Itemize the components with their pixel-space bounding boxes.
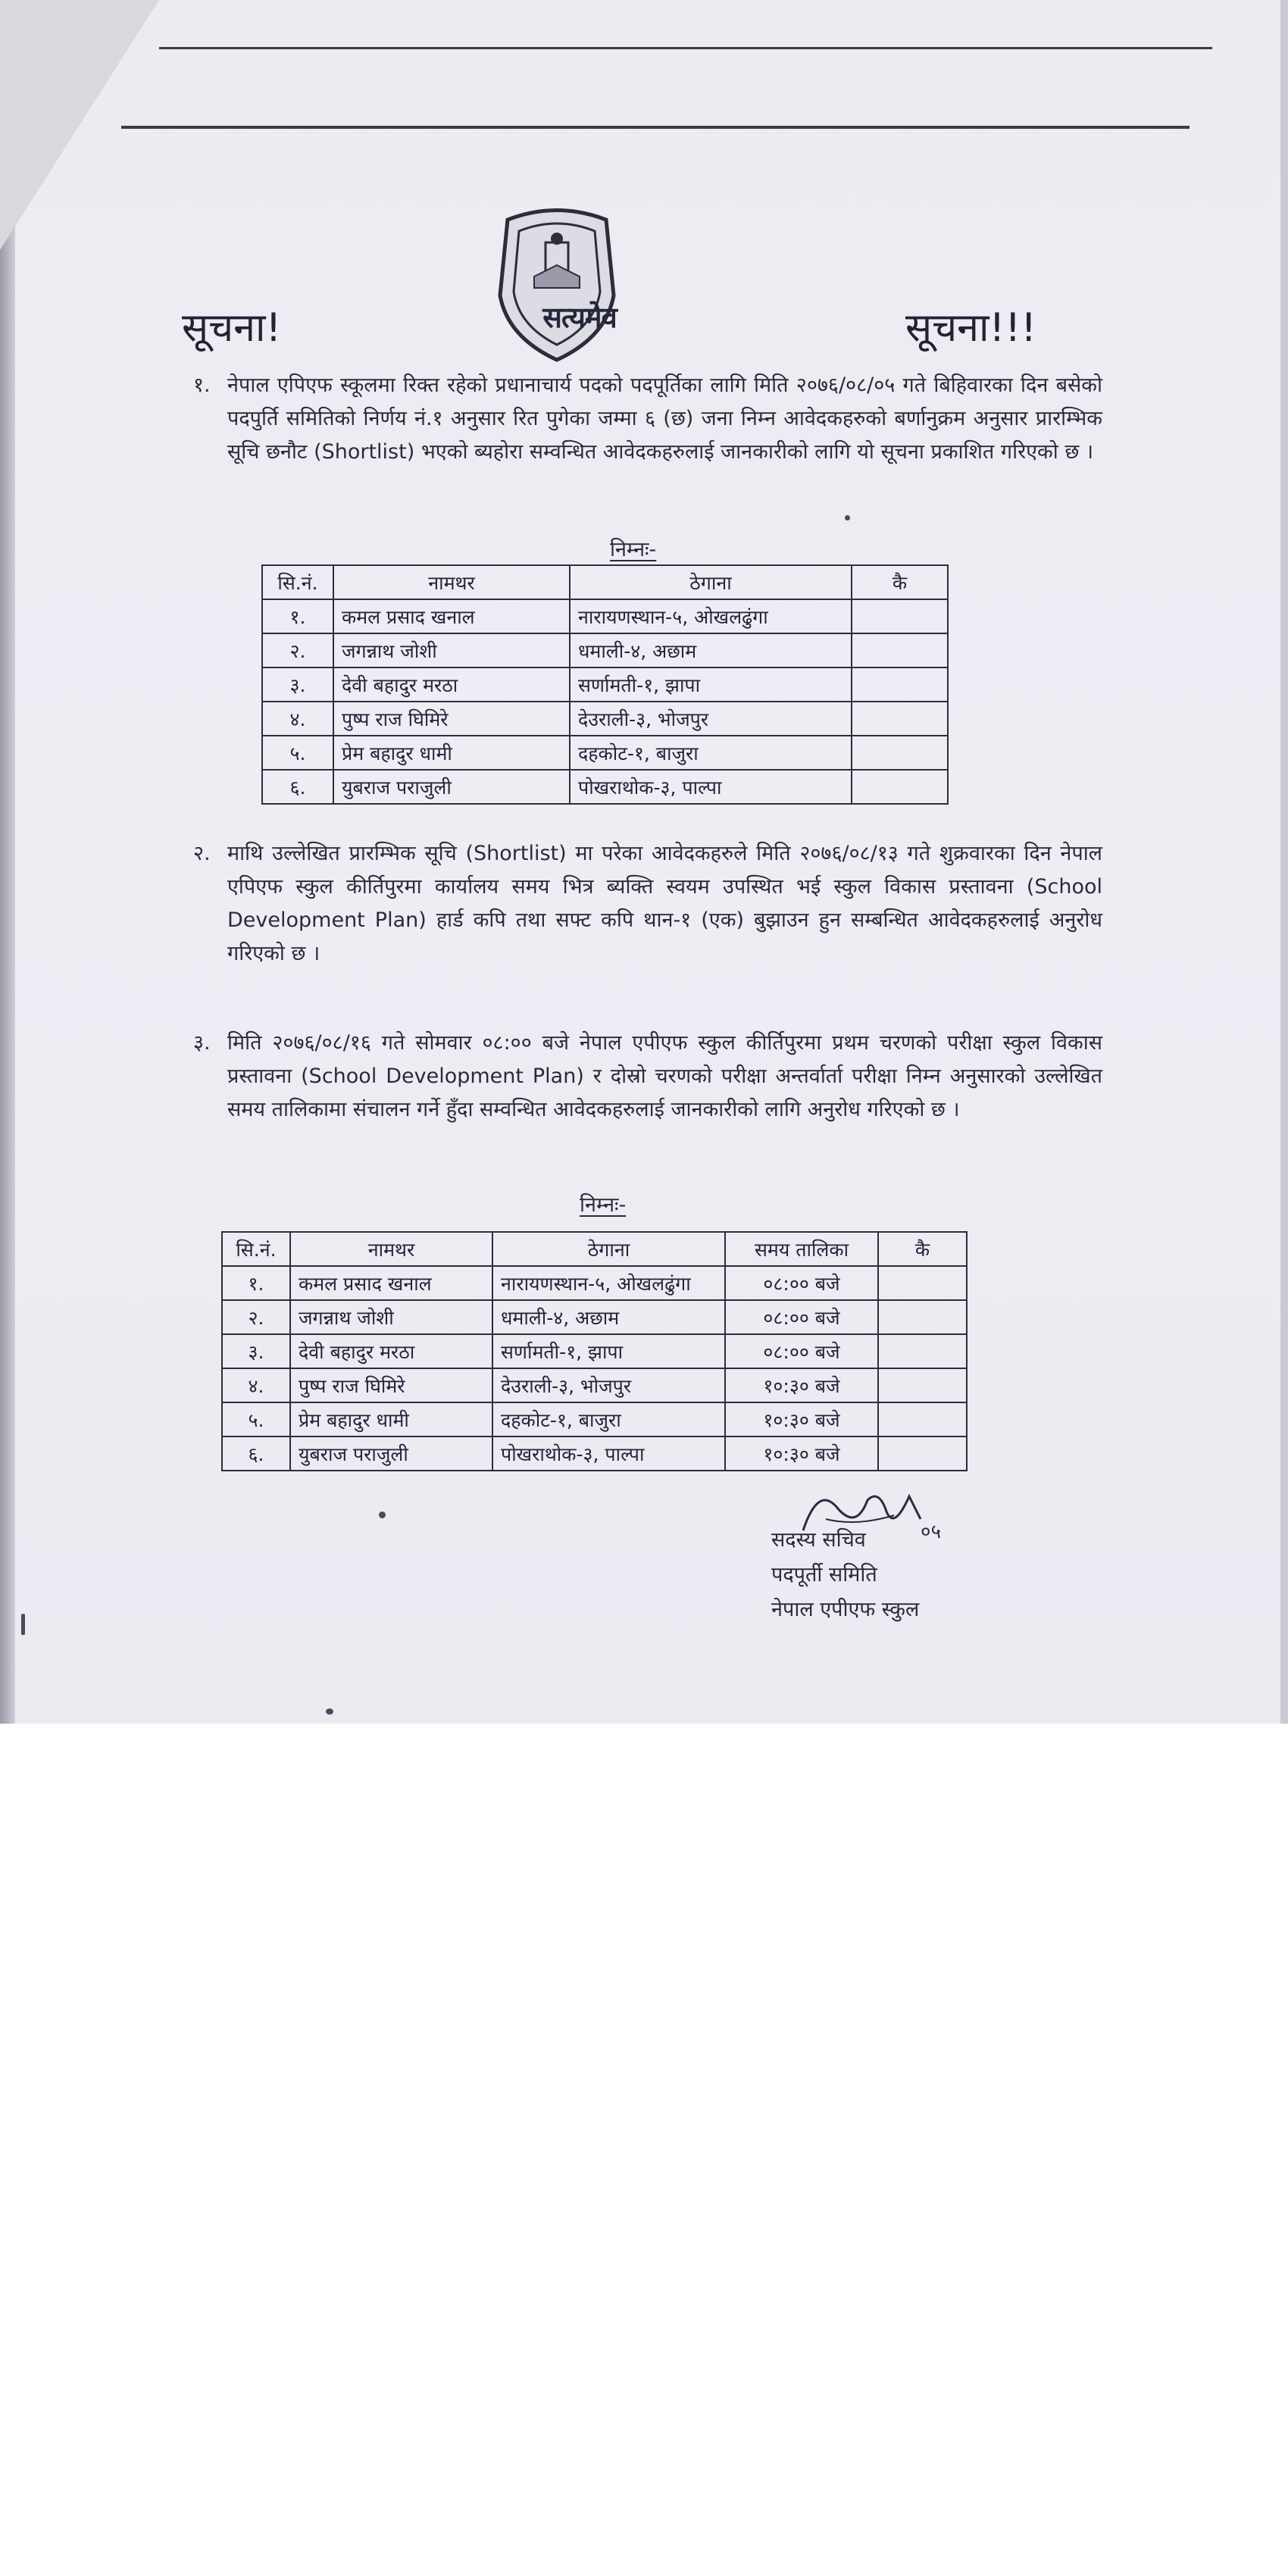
cell-address: दहकोट-१, बाजुरा [492,1402,725,1436]
signature-date-note: ०५ [921,1521,942,1543]
cell-name: जगन्नाथ जोशी [290,1300,492,1334]
cell-address: दहकोट-१, बाजुरा [570,736,852,770]
scan-left-edge [0,0,15,1724]
cell-name: पुष्प राज घिमिरे [290,1368,492,1402]
cell-serial: २. [222,1300,290,1334]
col-header-address: ठेगाना [492,1232,725,1266]
cell-serial: २. [262,633,333,667]
scan-speck [845,515,850,521]
paragraph-1 [193,369,1102,469]
notice-heading-right: सूचना!!! [905,305,1037,351]
signatory-organization: नेपाल एपीएफ स्कुल [771,1598,920,1621]
signatory-title: सदस्य सचिव [771,1528,866,1552]
paragraph-3-number: ३. [193,1031,211,1055]
cell-serial: ५. [262,736,333,770]
table-row [222,1402,967,1436]
paragraph-1-number: १. [193,374,211,397]
table-row [262,702,948,736]
cell-name: प्रेम बहादुर धामी [333,736,570,770]
cell-name: पुष्प राज घिमिरे [333,702,570,736]
cell-name: कमल प्रसाद खनाल [290,1266,492,1300]
school-emblem-logo [492,205,621,364]
cell-name: देवी बहादुर मरठा [290,1334,492,1368]
cell-name: जगन्नाथ जोशी [333,633,570,667]
scan-speck [21,1614,25,1635]
cell-time: १०:३० बजे [725,1402,878,1436]
cell-name: प्रेम बहादुर धामी [290,1402,492,1436]
col-header-serial: सि.नं. [222,1232,290,1266]
cell-serial: ५. [222,1402,290,1436]
cell-serial: ३. [222,1334,290,1368]
cell-remarks [852,736,948,770]
table-row [222,1266,967,1300]
notice-heading-left: सूचना! [182,305,282,351]
table-row [262,633,948,667]
cell-remarks [878,1402,967,1436]
table-row [222,1334,967,1368]
col-header-address: ठेगाना [570,565,852,599]
cell-address: देउराली-३, भोजपुर [570,702,852,736]
cell-address: सर्णामती-१, झापा [570,667,852,702]
table-header-row [222,1232,967,1266]
table-header-row [262,565,948,599]
cell-remarks [878,1266,967,1300]
paragraph-3-text: मिति २०७६/०८/१६ गते सोमवार ०८:०० बजे नेपाल एपीएफ स्कुल कीर्तिपुरमा प्रथम चरणको परीक्षा स्कुल विकास प्रस्तावना (School Development Plan) र दोस्रो चरणको परीक्षा अन्तर्वार्ता परीक्षा निम्न अनुसारको उल्लेखित समय तालिकामा संचालन गर्ने हुँदा सम्वन्धित आवेदकहरुलाई जानकारीको लागि अनुरोध गरिएको छ । [227,1031,1102,1121]
cell-name: कमल प्रसाद खनाल [333,599,570,633]
table-row [262,736,948,770]
exam-schedule-table [221,1231,968,1471]
cell-remarks [878,1334,967,1368]
cell-address: सर्णामती-१, झापा [492,1334,725,1368]
table-row [262,599,948,633]
cell-address: पोखराथोक-३, पाल्पा [492,1436,725,1471]
top-rule-1 [159,47,1212,49]
cell-remarks [852,667,948,702]
signatory-block [771,1523,919,1627]
table-row [262,667,948,702]
cell-serial: ३. [262,667,333,702]
scan-speck [326,1708,333,1715]
cell-serial: ४. [222,1368,290,1402]
paragraph-2-number: २. [193,842,211,865]
col-header-remarks: कै [852,565,948,599]
table-row [262,770,948,804]
cell-address: धमाली-४, अछाम [492,1300,725,1334]
cell-name: देवी बहादुर मरठा [333,667,570,702]
scan-right-edge [1280,0,1288,1724]
cell-remarks [878,1368,967,1402]
table-row [222,1368,967,1402]
cell-serial: ६. [262,770,333,804]
cell-time: १०:३० बजे [725,1436,878,1471]
cell-address: नारायणस्थान-५, ओखलढुंगा [492,1266,725,1300]
cell-remarks [852,599,948,633]
cell-address: धमाली-४, अछाम [570,633,852,667]
cell-serial: १. [222,1266,290,1300]
paragraph-2-text: माथि उल्लेखित प्रारम्भिक सूचि (Shortlist) मा परेका आवेदकहरुले मिति २०७६/०८/१३ गते शुक्रवारका दिन नेपाल एपिएफ स्कुल कीर्तिपुरमा कार्यालय समय भित्र ब्यक्ति स्वयम उपस्थित भई स्कुल विकास प्रस्तावना (School Development Plan) हार्ड कपि तथा सफ्ट कपि थान-१ (एक) बुझाउन हुन सम्बन्धित आवेदकहरुलाई अनुरोध गरिएको छ । [227,842,1102,965]
signatory-committee: पदपूर्ती समिति [771,1563,877,1587]
col-header-schedule: समय तालिका [725,1232,878,1266]
paragraph-1-text: नेपाल एपिएफ स्कूलमा रिक्त रहेको प्रधानाचार्य पदको पदपूर्तिका लागि मिति २०७६/०८/०५ गते बिहिवारका दिन बसेको पदपुर्ति समितिको निर्णय नं.१ अनुसार रित पुगेका जम्मा ६ (छ) जना निम्न आवेदकहरुको बर्णानुक्रम अनुसार प्रारम्भिक सूचि छनौट (Shortlist) भएको ब्यहोरा सम्वन्धित आवेदकहरुलाई जानकारीको लागि यो सूचना प्रकाशित गरिएको छ । [227,374,1102,464]
shortlist-table [261,564,949,805]
folded-corner [0,0,159,250]
cell-serial: ६. [222,1436,290,1471]
cell-name: युबराज पराजुली [290,1436,492,1471]
cell-time: ०८:०० बजे [725,1266,878,1300]
col-header-remarks: कै [878,1232,967,1266]
col-header-name: नामथर [333,565,570,599]
cell-address: पोखराथोक-३, पाल्पा [570,770,852,804]
cell-serial: ४. [262,702,333,736]
cell-time: ०८:०० बजे [725,1300,878,1334]
list-subheading-1: निम्नः- [610,538,657,561]
cell-time: ०८:०० बजे [725,1334,878,1368]
cell-address: देउराली-३, भोजपुर [492,1368,725,1402]
cell-remarks [852,770,948,804]
table-row [222,1436,967,1471]
cell-remarks [878,1436,967,1471]
scan-speck [379,1512,386,1518]
list-subheading-2: निम्नः- [580,1193,627,1217]
cell-remarks [852,702,948,736]
top-rule-2 [121,126,1190,129]
cell-serial: १. [262,599,333,633]
cell-remarks [878,1300,967,1334]
col-header-name: नामथर [290,1232,492,1266]
cell-address: नारायणस्थान-५, ओखलढुंगा [570,599,852,633]
emblem-motto: सत्यमेव [542,301,617,334]
cell-remarks [852,633,948,667]
table-row [222,1300,967,1334]
paragraph-2 [193,837,1102,971]
cell-name: युबराज पराजुली [333,770,570,804]
col-header-serial: सि.नं. [262,565,333,599]
cell-time: १०:३० बजे [725,1368,878,1402]
paragraph-3 [193,1027,1102,1127]
